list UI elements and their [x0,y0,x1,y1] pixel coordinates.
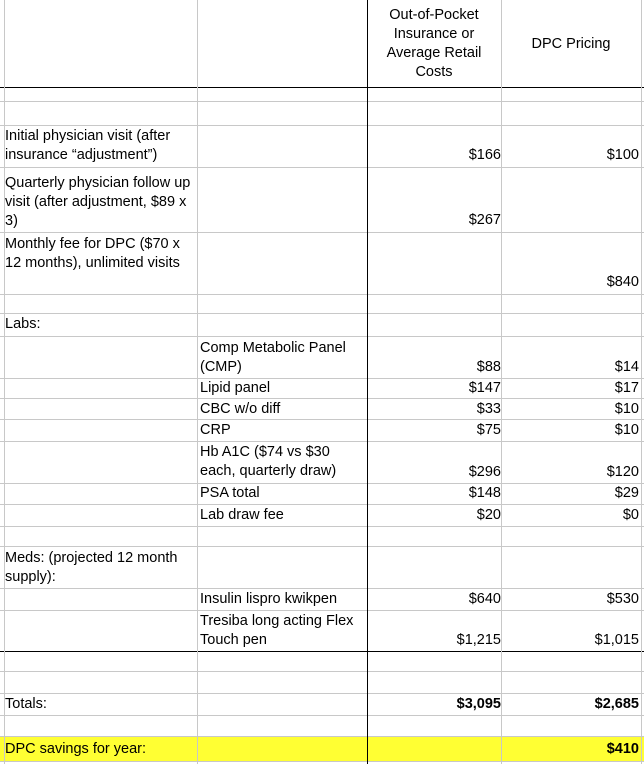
row-gridline [0,294,644,295]
lab-dpc: $120 [606,464,639,480]
lab-dpc: $17 [614,380,639,396]
lab-oop: $33 [476,401,501,417]
row-gridline [0,715,644,716]
header-bottom-border [0,87,644,88]
row-gridline [0,504,644,505]
lab-label: Lab draw fee [200,507,284,523]
totals-oop: $3,095 [456,696,501,712]
row-gridline [0,398,644,399]
lab-oop: $20 [476,507,501,523]
row-gridline [0,232,644,233]
savings-label: DPC savings for year: [5,741,147,757]
savings-dpc: $410 [606,741,639,757]
row-gridline [0,546,644,547]
row-gridline [0,101,644,102]
col-gridline [197,0,198,764]
col-gridline [641,0,642,764]
totals-dpc: $2,685 [594,696,639,712]
row-gridline [0,419,644,420]
lab-label: Hb A1C ($74 vs $30 each, quarterly draw) [200,444,337,479]
lab-dpc: $29 [614,485,639,501]
col-gridline [4,0,5,764]
row-gridline [0,761,644,762]
lab-dpc: $0 [622,507,639,523]
labs-heading: Labs: [5,316,41,332]
row-gridline [0,167,644,168]
lab-dpc: $10 [614,422,639,438]
med-dpc: $1,015 [594,632,639,648]
initial-visit-oop: $166 [468,147,501,163]
lab-oop: $147 [468,380,501,396]
header-out-of-pocket: Out-of-Pocket Insurance or Average Retail Costs [386,7,482,80]
lab-oop: $296 [468,464,501,480]
row-label-initial-visit: Initial physician visit (after insurance “adjustment”) [5,128,171,163]
row-gridline [0,125,644,126]
lab-dpc: $14 [614,359,639,375]
row-gridline [0,441,644,442]
med-label: Insulin lispro kwikpen [200,591,338,607]
med-dpc: $530 [606,591,639,607]
quarterly-visit-oop: $267 [468,212,501,228]
row-label-monthly-fee: Monthly fee for DPC ($70 x 12 months), unlimited visits [5,236,180,271]
lab-dpc: $10 [614,401,639,417]
lab-label: PSA total [200,485,260,501]
row-gridline [0,588,644,589]
row-gridline [0,313,644,314]
lab-oop: $148 [468,485,501,501]
med-oop: $640 [468,591,501,607]
row-gridline [0,336,644,337]
lab-label: Comp Metabolic Panel (CMP) [200,340,346,375]
meds-bottom-border [0,651,644,652]
row-label-quarterly-visit: Quarterly physician follow up visit (after adjustment, $89 x 3) [5,175,191,229]
meds-heading: Meds: (projected 12 month supply): [5,550,178,585]
row-gridline [0,610,644,611]
initial-visit-dpc: $100 [606,147,639,163]
lab-label: CBC w/o diff [200,401,281,417]
lab-oop: $75 [476,422,501,438]
header-dpc-pricing: DPC Pricing [531,36,611,52]
row-gridline [0,526,644,527]
monthly-fee-dpc: $840 [606,274,639,290]
lab-label: Lipid panel [200,380,271,396]
med-label: Tresiba long acting Flex Touch pen [200,613,354,648]
totals-label: Totals: [5,696,47,712]
lab-label: CRP [200,422,231,438]
row-gridline [0,693,644,694]
lab-oop: $88 [476,359,501,375]
med-oop: $1,215 [456,632,501,648]
row-gridline [0,671,644,672]
